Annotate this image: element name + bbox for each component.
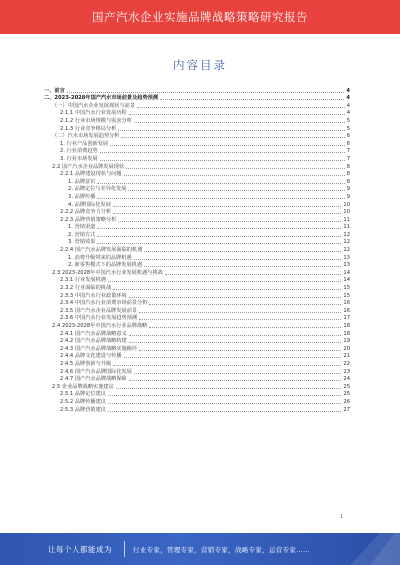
toc-leader-dots [108, 411, 341, 412]
toc-entry-page: 14 [343, 277, 350, 284]
toc-entry-page: 5 [346, 125, 350, 132]
toc-entry[interactable] [44, 367, 350, 375]
toc-leader-dots [108, 281, 341, 282]
toc-entry-label: 3. 品牌传播 [68, 193, 96, 200]
toc-entry[interactable] [44, 329, 350, 337]
toc-entry[interactable] [44, 283, 350, 291]
toc-entry[interactable] [44, 299, 350, 307]
toc-entry[interactable] [44, 276, 350, 284]
toc-entry-page: 22 [343, 360, 350, 367]
toc-entry-page: 4 [346, 87, 350, 94]
toc-entry[interactable] [44, 94, 350, 102]
toc-entry[interactable] [44, 405, 350, 413]
toc-entry-page: 5 [346, 117, 350, 124]
toc-entry[interactable] [44, 230, 350, 238]
toc-entry[interactable] [44, 314, 350, 322]
toc-entry[interactable] [44, 245, 350, 253]
toc-entry[interactable] [44, 375, 350, 383]
toc-entry-page: 9 [346, 186, 350, 193]
toc-entry-page: 25 [343, 383, 350, 390]
toc-entry[interactable] [44, 147, 350, 155]
toc-entry-page: 6 [346, 133, 350, 140]
toc-entry[interactable] [44, 291, 350, 299]
toc-entry-page: 14 [343, 269, 350, 276]
toc-entry-page: 27 [343, 406, 350, 413]
toc-leader-dots [100, 152, 345, 153]
toc-entry-label: 1. 品牌意识 [68, 178, 96, 185]
toc-entry-page: 8 [346, 171, 350, 178]
toc-entry-label: （一）中国汽水企业发展现状与前景 [52, 102, 136, 109]
toc-leader-dots [113, 289, 341, 290]
toc-leader-dots [139, 319, 341, 320]
toc-entry-page: 7 [346, 148, 350, 155]
toc-entry-label: 2.4 2023-2028年中国汽水行业品牌战略 [52, 323, 148, 329]
toc-leader-dots [160, 99, 344, 100]
toc-leader-dots [121, 137, 344, 138]
toc-entry[interactable] [44, 321, 350, 329]
toc-leader-dots [137, 107, 345, 108]
toc-leader-dots [144, 251, 341, 252]
toc-entry[interactable] [44, 139, 350, 147]
toc-entry[interactable] [44, 306, 350, 314]
toc-entry-page: 23 [343, 368, 350, 375]
toc-entry-label: 3. 行业市场发展 [60, 155, 98, 162]
toc-entry-page: 4 [346, 102, 350, 109]
toc-entry[interactable] [44, 253, 350, 261]
toc-entry-label: 4. 品牌国际化发展 [68, 201, 111, 208]
toc-entry-page: 26 [343, 398, 350, 405]
toc-leader-dots [116, 388, 342, 389]
toc-entry-page: 11 [343, 216, 350, 223]
footer-banner [0, 533, 400, 565]
toc-entry-page: 12 [343, 239, 350, 246]
toc-leader-dots [97, 183, 344, 184]
toc-entry-label: 2.2 国产汽水企业品牌发展现状 [52, 163, 125, 170]
toc-entry-page: 16 [343, 300, 350, 307]
toc-entry-page: 4 [346, 95, 350, 102]
toc-leader-dots [100, 160, 345, 161]
toc-entry-page: 13 [343, 262, 350, 269]
toc-entry-page: 21 [343, 353, 350, 360]
toc-leader-dots [134, 259, 342, 260]
toc-leader-dots [149, 327, 341, 328]
footer-tagline: 行业专家，管理专家，营销专家，战略专家，运营专家…… [133, 545, 310, 554]
toc-leader-dots [128, 190, 344, 191]
toc-leader-dots [108, 395, 341, 396]
toc-entry-label: 2.3.1 行业发展机遇 [60, 277, 106, 284]
toc-entry-label: 2. 品牌定位与差异化发展 [68, 186, 127, 193]
toc-entry[interactable] [44, 215, 350, 223]
toc-leader-dots [149, 304, 341, 305]
toc-leader-dots [97, 243, 341, 244]
toc-entry-label: 2.4.5 品牌创新与升级 [60, 360, 112, 367]
toc-entry-label: 2.3.5 国产汽水企业品牌发展前景 [60, 307, 138, 314]
toc-leader-dots [67, 92, 345, 93]
toc-entry-page: 19 [343, 338, 350, 345]
toc-entry[interactable] [44, 192, 350, 200]
toc-entry-label: 2. 行业消费趋势 [60, 148, 98, 155]
toc-entry-page: 25 [343, 391, 350, 398]
toc-entry-page: 4 [346, 110, 350, 117]
toc-leader-dots [134, 122, 345, 123]
toc-leader-dots [139, 312, 341, 313]
page-number: 1 [340, 514, 344, 520]
toc-entry-page: 8 [346, 178, 350, 185]
toc-entry[interactable] [44, 268, 350, 276]
toc-entry-label: 2.2.3 品牌营销策略分析 [60, 216, 117, 223]
toc-leader-dots [97, 198, 344, 199]
toc-entry-page: 9 [346, 193, 350, 200]
footer-slogan: 让每个人都能成为 [48, 544, 112, 554]
toc-leader-dots [139, 350, 341, 351]
toc-leader-dots [118, 130, 344, 131]
toc-leader-dots [124, 357, 342, 358]
toc-entry-page: 10 [343, 209, 350, 216]
toc-entry[interactable] [44, 390, 350, 398]
toc-entry-label: 2.2.1 品牌建设现状与问题 [60, 171, 122, 178]
header-bar [0, 0, 400, 34]
toc-entry-label: 2.3.3 中国汽水行业政策环境 [60, 292, 127, 299]
toc-entry-page: 12 [343, 231, 350, 238]
toc-leader-dots [165, 274, 342, 275]
toc-entry-label: 2.1.1 中国汽水行业发展历程 [60, 110, 127, 117]
toc-leader-dots [108, 403, 341, 404]
toc-entry-page: 11 [343, 224, 350, 231]
toc-entry[interactable] [44, 337, 350, 345]
toc-entry[interactable] [44, 101, 350, 109]
toc-entry-label: 2.1.2 行业市场规模与需求分析 [60, 117, 132, 124]
toc-entry[interactable] [44, 223, 350, 231]
toc-leader-dots [118, 221, 341, 222]
toc-entry-page: 24 [343, 376, 350, 383]
toc-entry-label: 2.4.3 国产汽水品牌战略实施路径 [60, 345, 138, 352]
toc-entry[interactable] [44, 261, 350, 269]
toc-entry-label: 2.4.4 品牌文化建设与传播 [60, 353, 122, 360]
toc-entry[interactable] [44, 109, 350, 117]
toc-leader-dots [113, 365, 341, 366]
toc-entry-label: 2.4.6 国产汽水品牌国际化发展 [60, 368, 132, 375]
toc-leader-dots [97, 236, 341, 237]
toc-entry-label: 3. 营销效果 [68, 239, 96, 246]
toc-leader-dots [113, 213, 341, 214]
toc-entry[interactable] [44, 177, 350, 185]
toc-leader-dots [129, 342, 342, 343]
toc-entry[interactable] [44, 344, 350, 352]
toc-entry-label: 一、前言 [44, 87, 65, 94]
toc-entry-label: 2.1.3 行业竞争格局分析 [60, 125, 117, 132]
toc-entry[interactable] [44, 397, 350, 405]
toc-leader-dots [113, 206, 341, 207]
toc-leader-dots [129, 114, 345, 115]
toc-entry[interactable] [44, 162, 350, 170]
toc-entry-page: 18 [343, 323, 350, 329]
toc-entry[interactable] [44, 154, 350, 162]
toc-entry-label: 2. 新零售模式下的品牌发展机遇 [68, 262, 143, 269]
toc-entry-page: 10 [343, 201, 350, 208]
toc-entry-label: 2.4.2 国产汽水品牌战略构建 [60, 338, 127, 345]
toc-entry[interactable] [44, 238, 350, 246]
toc-entry-label: （二）汽水市场发展趋势分析 [52, 133, 120, 140]
toc-entry-page: 15 [343, 292, 350, 299]
toc-entry-page: 16 [343, 307, 350, 314]
toc-entry[interactable] [44, 116, 350, 124]
toc-title: 内容目录 [173, 58, 227, 72]
toc-leader-dots [144, 266, 341, 267]
footer-divider [124, 541, 125, 557]
toc-entry-label: 2.3.6 中国汽水行业发展趋势预测 [60, 315, 138, 322]
toc-entry[interactable] [44, 208, 350, 216]
toc-entry-page: 15 [343, 285, 350, 292]
toc-entry-label: 2.4.1 国产汽水品牌战略意义 [60, 330, 127, 337]
toc-leader-dots [129, 297, 342, 298]
toc-entry-label: 2.3.2 行业面临的挑战 [60, 285, 112, 292]
toc-entry-label: 2.2.2 品牌竞争力分析 [60, 209, 112, 216]
toc-entry[interactable] [44, 132, 350, 140]
toc-leader-dots [110, 145, 345, 146]
toc-entry-label: 1. 行业产品创新发展 [60, 140, 109, 147]
toc-leader-dots [126, 168, 345, 169]
toc-entry-label: 1. 消费升级带来的品牌机遇 [68, 254, 132, 261]
toc-leader-dots [124, 175, 345, 176]
toc-entry[interactable] [44, 352, 350, 360]
toc-entry[interactable] [44, 382, 350, 390]
toc-entry-page: 20 [343, 345, 350, 352]
toc-entry-page: 7 [346, 155, 350, 162]
table-of-contents [44, 86, 350, 413]
toc-entry-label: 2.3.4 中国汽水行业消费市场前景分析 [60, 300, 148, 307]
toc-entry-label: 1. 营销渠道 [68, 224, 96, 231]
toc-entry-label: 二、2023-2028年国产汽水市场前景及趋势预测 [44, 95, 159, 102]
toc-entry-label: 2.5.1 品牌定位建议 [60, 391, 106, 398]
toc-entry-label: 2.5.3 品牌营销建议 [60, 406, 106, 413]
toc-entry-page: 17 [343, 315, 350, 322]
toc-entry[interactable] [44, 185, 350, 193]
toc-entry[interactable] [44, 200, 350, 208]
toc-entry-label: 2.2.4 国产汽水品牌发展面临的机遇 [60, 247, 143, 254]
toc-leader-dots [97, 228, 341, 229]
toc-leader-dots [129, 380, 342, 381]
footer-decoration-icon [340, 533, 400, 565]
toc-entry-label: 2.4.7 国产汽水品牌战略保障 [60, 376, 127, 383]
toc-entry-page: 18 [343, 330, 350, 337]
document-title: 国产汽水企业实施品牌战略策略研究报告 [92, 10, 308, 24]
toc-entry-page: 8 [346, 163, 350, 170]
toc-entry-label: 2.3 2023-2028年中国汽水行业发展机遇与挑战 [52, 269, 163, 276]
toc-entry[interactable] [44, 86, 350, 94]
toc-leader-dots [134, 373, 341, 374]
toc-entry-page: 13 [343, 254, 350, 261]
toc-entry[interactable] [44, 170, 350, 178]
toc-entry-page: 6 [346, 140, 350, 147]
toc-entry-page: 12 [343, 247, 350, 254]
toc-entry-label: 2.5.2 品牌传播建议 [60, 398, 106, 405]
toc-leader-dots [129, 335, 342, 336]
toc-entry[interactable] [44, 359, 350, 367]
toc-entry-label: 2.5 企业品牌战略实施建议 [52, 383, 114, 390]
toc-entry-label: 2. 营销方式 [68, 231, 96, 238]
toc-entry[interactable] [44, 124, 350, 132]
